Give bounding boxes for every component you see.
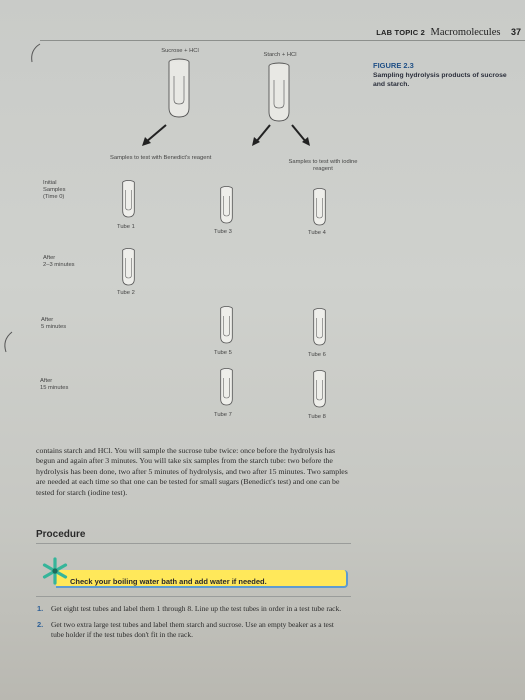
test-tube-7 <box>220 368 233 406</box>
header-rule <box>40 40 525 41</box>
row-label-line: 5 minutes <box>41 324 67 330</box>
benedicts-label: Samples to test with Benedict's reagent <box>110 155 212 161</box>
row-label-15-min <box>40 378 68 392</box>
row-label-line: Initial <box>43 180 57 186</box>
steps-rule <box>36 596 351 597</box>
page-number: 37 <box>510 27 521 37</box>
test-tube-6 <box>313 308 326 346</box>
running-header <box>376 27 521 38</box>
step-number: 2. <box>37 620 44 630</box>
row-label-line: After <box>43 255 56 261</box>
flask-label-starch: Starch + HCl <box>263 52 297 58</box>
row-label-line: 15 minutes <box>40 385 69 391</box>
row-label-2-3-min <box>43 255 75 269</box>
page-curl-mark-bottom <box>0 330 14 354</box>
procedure-steps <box>37 604 347 647</box>
test-tube-4 <box>313 188 326 226</box>
procedure-heading: Procedure <box>36 529 86 540</box>
row-label-line: After <box>41 317 54 323</box>
lab-topic-label: LAB TOPIC 2 <box>376 28 425 37</box>
step-text: Get two extra large test tubes and label them starch and sucrose. Use an empty beaker as a test tube holder if the test tubes don't fit in the rack. <box>51 620 334 640</box>
row-label-line: After <box>40 378 53 384</box>
figure-caption: Sampling hydrolysis products of sucrose and starch. <box>373 72 507 88</box>
step-number: 1. <box>37 604 44 613</box>
large-tube-starch <box>268 62 290 122</box>
page-curl-mark-top <box>28 42 42 64</box>
arrow-icon-sucrose-benedict <box>140 122 170 148</box>
test-tube-3 <box>220 186 233 224</box>
asterisk-icon <box>40 556 70 586</box>
topic-name: Macromolecules <box>430 27 501 38</box>
tube-label-2: Tube 2 <box>117 290 135 296</box>
tube-label-6: Tube 6 <box>308 352 326 358</box>
row-label-line: Samples <box>43 187 66 193</box>
large-tube-sucrose <box>168 58 190 118</box>
procedure-step <box>37 620 347 640</box>
tube-label-4: Tube 4 <box>308 230 326 236</box>
row-label-initial <box>43 180 66 201</box>
flask-label-sucrose: Sucrose + HCl <box>161 48 199 54</box>
row-label-line: (Time 0) <box>43 194 65 200</box>
test-tube-2 <box>122 248 135 286</box>
tube-label-7: Tube 7 <box>214 412 232 418</box>
figure-title: FIGURE 2.3 <box>373 61 414 70</box>
tube-label-3: Tube 3 <box>214 229 232 235</box>
row-label-line: 2–3 minutes <box>43 262 75 268</box>
row-label-5-min <box>41 317 66 331</box>
check-banner-text: Check your boiling water bath and add water if needed. <box>70 577 267 586</box>
arrow-icon-starch-iodine <box>288 122 312 148</box>
iodine-label <box>288 159 358 173</box>
test-tube-5 <box>220 306 233 344</box>
procedure-rule <box>36 543 351 544</box>
test-tube-8 <box>313 370 326 408</box>
step-text: Get eight test tubes and label them 1 through 8. Line up the test tubes in order in a test tube rack. <box>51 604 342 613</box>
body-paragraph: contains starch and HCl. You will sample the sucrose tube twice: once before the hydrolysis has begun and again after 3 minutes. You will take six samples from the starch tube: two before the hydrolysis has been done, two after 5 minutes of hydrolysis, and two after 15 minutes. Two samples are needed at each time so that one can be tested for small sugars (Benedict's test) and one can be tested for starch (iodine test). <box>36 446 348 497</box>
tube-label-5: Tube 5 <box>214 350 232 356</box>
test-tube-1 <box>122 180 135 218</box>
tube-label-1: Tube 1 <box>117 224 135 230</box>
procedure-step <box>37 604 347 614</box>
arrow-icon-starch-benedict <box>250 122 274 148</box>
tube-label-8: Tube 8 <box>308 414 326 420</box>
iodine-label-text: Samples to test with iodine reagent <box>288 159 358 172</box>
